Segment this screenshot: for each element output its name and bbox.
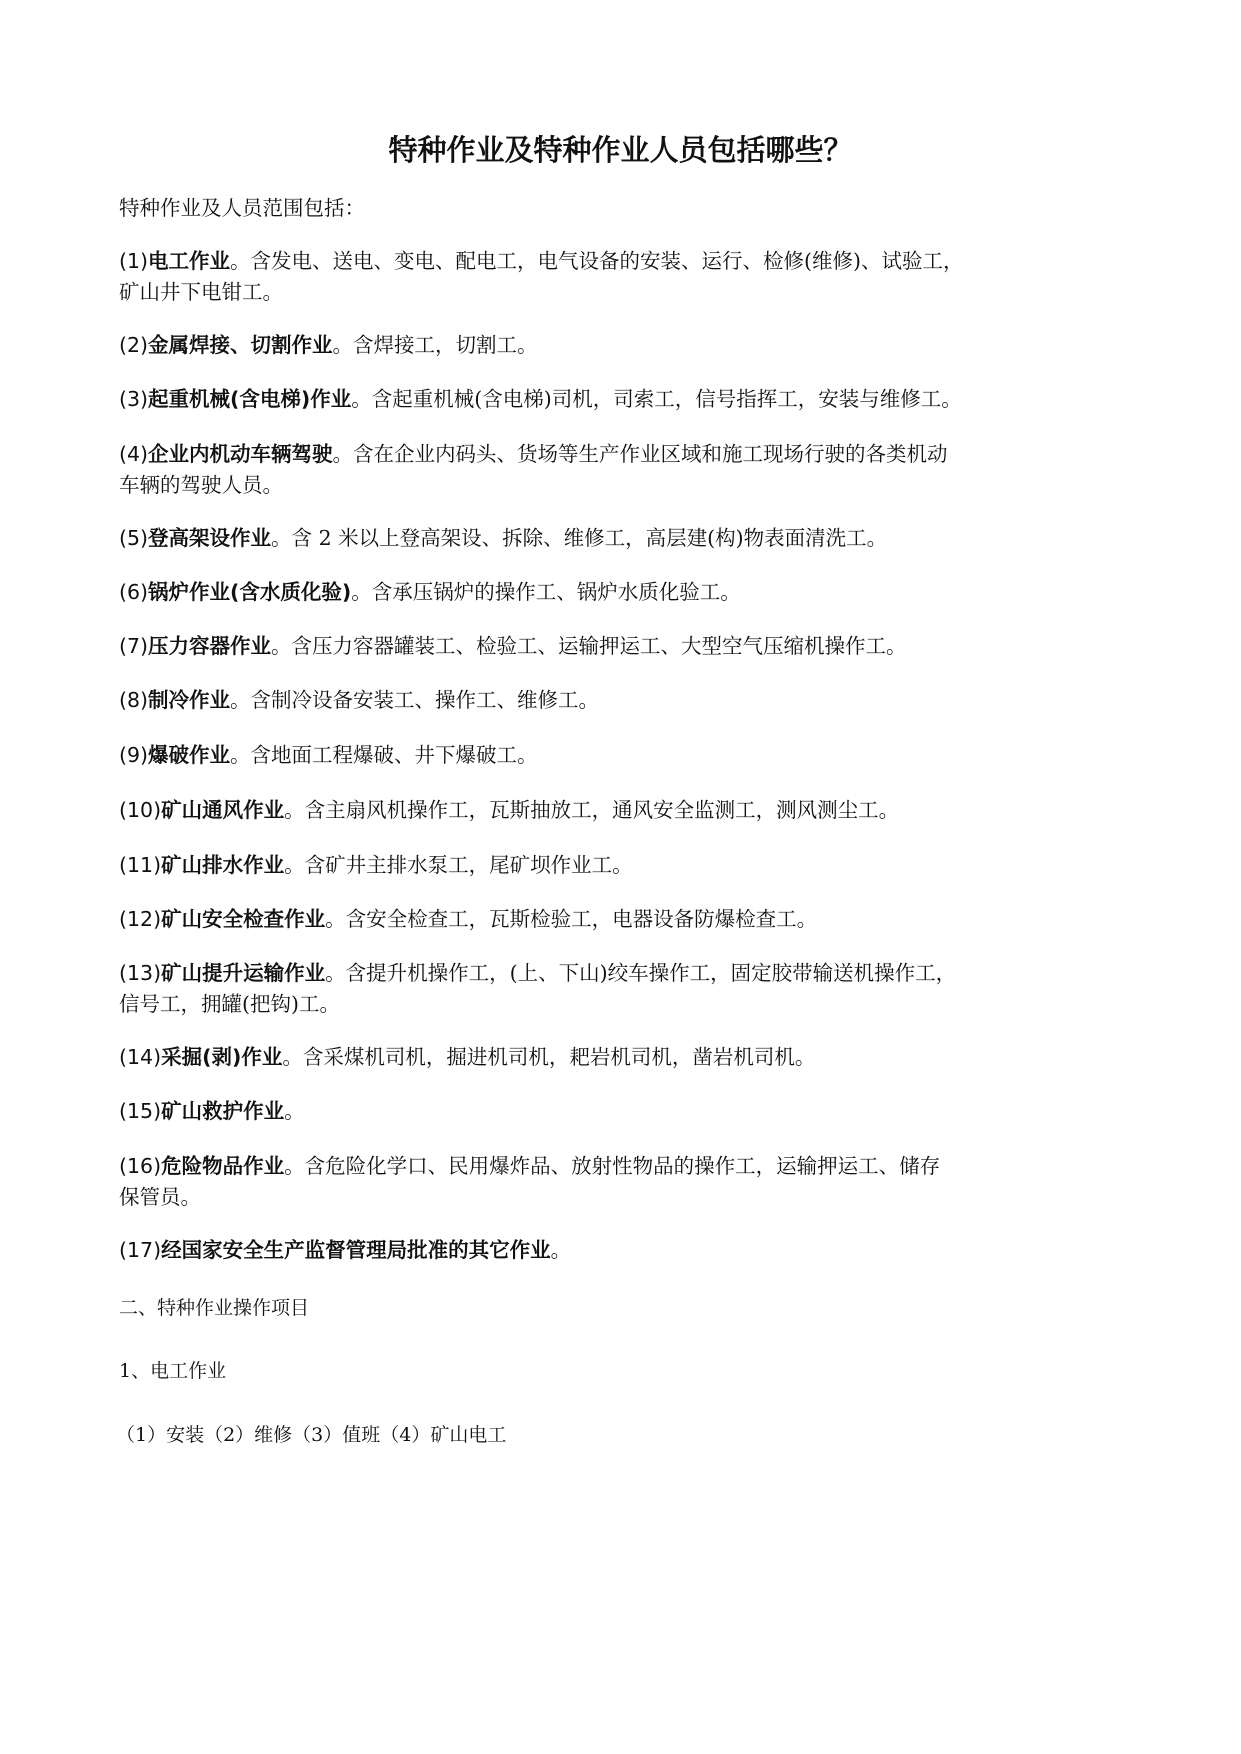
item-description: 。含提升机操作工，(上、下山)绞车操作工，固定胶带输送机操作工， bbox=[325, 961, 957, 985]
item-name: 矿山提升运输作业 bbox=[161, 961, 326, 985]
list-item-6 bbox=[119, 577, 1129, 608]
item-number: (16) bbox=[119, 1154, 162, 1178]
item-description: 。含 2 米以上登高架设、拆除、维修工，高层建(构)物表面清洗工。 bbox=[271, 526, 888, 550]
item-description: 。含压力容器罐装工、检验工、运输押运工、大型空气压缩机操作工。 bbox=[271, 634, 907, 658]
item-number: (13) bbox=[119, 961, 162, 985]
subsection-heading: 1、电工作业 bbox=[119, 1360, 227, 1382]
list-item-17 bbox=[119, 1235, 1129, 1266]
item-name: 矿山通风作业 bbox=[161, 798, 285, 822]
list-item-11 bbox=[119, 850, 1129, 881]
item-name: 矿山排水作业 bbox=[161, 853, 285, 877]
item-description: 。含主扇风机操作工，瓦斯抽放工，通风安全监测工，测风测尘工。 bbox=[284, 798, 900, 822]
item-number: (17) bbox=[119, 1238, 162, 1262]
item-number: (12) bbox=[119, 907, 162, 931]
item-name: 企业内机动车辆驾驶 bbox=[148, 442, 333, 466]
list-item-4 bbox=[119, 439, 1129, 501]
item-number: (11) bbox=[119, 853, 162, 877]
item-description: 。含起重机械(含电梯)司机，司索工，信号指挥工，安装与维修工。 bbox=[351, 387, 962, 411]
item-name: 矿山安全检查作业 bbox=[161, 907, 326, 931]
item-number: (6) bbox=[119, 580, 149, 604]
list-item-16 bbox=[119, 1151, 1129, 1213]
item-name: 金属焊接、切割作业 bbox=[148, 333, 333, 357]
item-description-continued: 矿山井下电钳工。 bbox=[119, 280, 283, 304]
item-description: 。含在企业内码头、货场等生产作业区域和施工现场行驶的各类机动 bbox=[332, 442, 948, 466]
item-description: 。含地面工程爆破、井下爆破工。 bbox=[230, 743, 538, 767]
item-name: 电工作业 bbox=[148, 249, 231, 273]
item-number: (4) bbox=[119, 442, 149, 466]
list-item-13 bbox=[119, 958, 1129, 1020]
item-name: 起重机械(含电梯)作业 bbox=[148, 387, 352, 411]
item-name: 危险物品作业 bbox=[161, 1154, 285, 1178]
item-number: (3) bbox=[119, 387, 149, 411]
list-item-9 bbox=[119, 740, 1129, 771]
list-item-12 bbox=[119, 904, 1129, 935]
item-number: (14) bbox=[119, 1045, 162, 1069]
list-item-15 bbox=[119, 1096, 1129, 1127]
item-description: 。含安全检查工，瓦斯检验工，电器设备防爆检查工。 bbox=[325, 907, 818, 931]
item-name: 经国家安全生产监督管理局批准的其它作业 bbox=[161, 1238, 551, 1262]
item-name: 压力容器作业 bbox=[148, 634, 272, 658]
item-description: 。 bbox=[550, 1238, 572, 1262]
item-number: (7) bbox=[119, 634, 149, 658]
subsection-items: （1）安装（2）维修（3）值班（4）矿山电工 bbox=[116, 1424, 507, 1446]
item-description: 。含发电、送电、变电、配电工，电气设备的安装、运行、检修(维修)、试验工， bbox=[230, 249, 964, 273]
item-number: (5) bbox=[119, 526, 149, 550]
item-name: 矿山救护作业 bbox=[161, 1099, 285, 1123]
list-item-14 bbox=[119, 1042, 1129, 1073]
item-description: 。含制冷设备安装工、操作工、维修工。 bbox=[230, 688, 600, 712]
list-item-1 bbox=[119, 246, 1129, 308]
item-name: 采掘(剥)作业 bbox=[161, 1045, 283, 1069]
item-name: 锅炉作业(含水质化验) bbox=[148, 580, 352, 604]
item-name: 登高架设作业 bbox=[148, 526, 272, 550]
list-item-2 bbox=[119, 330, 1129, 361]
item-description: 。含危险化学口、民用爆炸品、放射性物品的操作工，运输押运工、储存 bbox=[284, 1154, 941, 1178]
list-item-10 bbox=[119, 795, 1129, 826]
item-description: 。含承压锅炉的操作工、锅炉水质化验工。 bbox=[351, 580, 741, 604]
item-number: (8) bbox=[119, 688, 149, 712]
item-description-continued: 车辆的驾驶人员。 bbox=[119, 473, 283, 497]
item-description-continued: 信号工，拥罐(把钩)工。 bbox=[119, 992, 340, 1016]
document-title: 特种作业及特种作业人员包括哪些？ bbox=[388, 133, 853, 167]
item-name: 爆破作业 bbox=[148, 743, 231, 767]
item-number: (1) bbox=[119, 249, 149, 273]
list-item-5 bbox=[119, 523, 1129, 554]
item-number: (15) bbox=[119, 1099, 162, 1123]
list-item-8 bbox=[119, 685, 1129, 716]
list-item-3 bbox=[119, 384, 1129, 415]
item-description-continued: 保管员。 bbox=[119, 1185, 201, 1209]
item-description: 。含焊接工，切割工。 bbox=[332, 333, 538, 357]
list-item-7 bbox=[119, 631, 1129, 662]
item-number: (10) bbox=[119, 798, 162, 822]
item-description: 。含矿井主排水泵工，尾矿坝作业工。 bbox=[284, 853, 633, 877]
item-description: 。含采煤机司机，掘进机司机，耙岩机司机，凿岩机司机。 bbox=[282, 1045, 816, 1069]
item-description: 。 bbox=[284, 1099, 305, 1123]
item-number: (9) bbox=[119, 743, 149, 767]
item-number: (2) bbox=[119, 333, 149, 357]
section-heading: 二、特种作业操作项目 bbox=[119, 1297, 310, 1319]
item-name: 制冷作业 bbox=[148, 688, 231, 712]
intro-text: 特种作业及人员范围包括： bbox=[119, 196, 365, 220]
